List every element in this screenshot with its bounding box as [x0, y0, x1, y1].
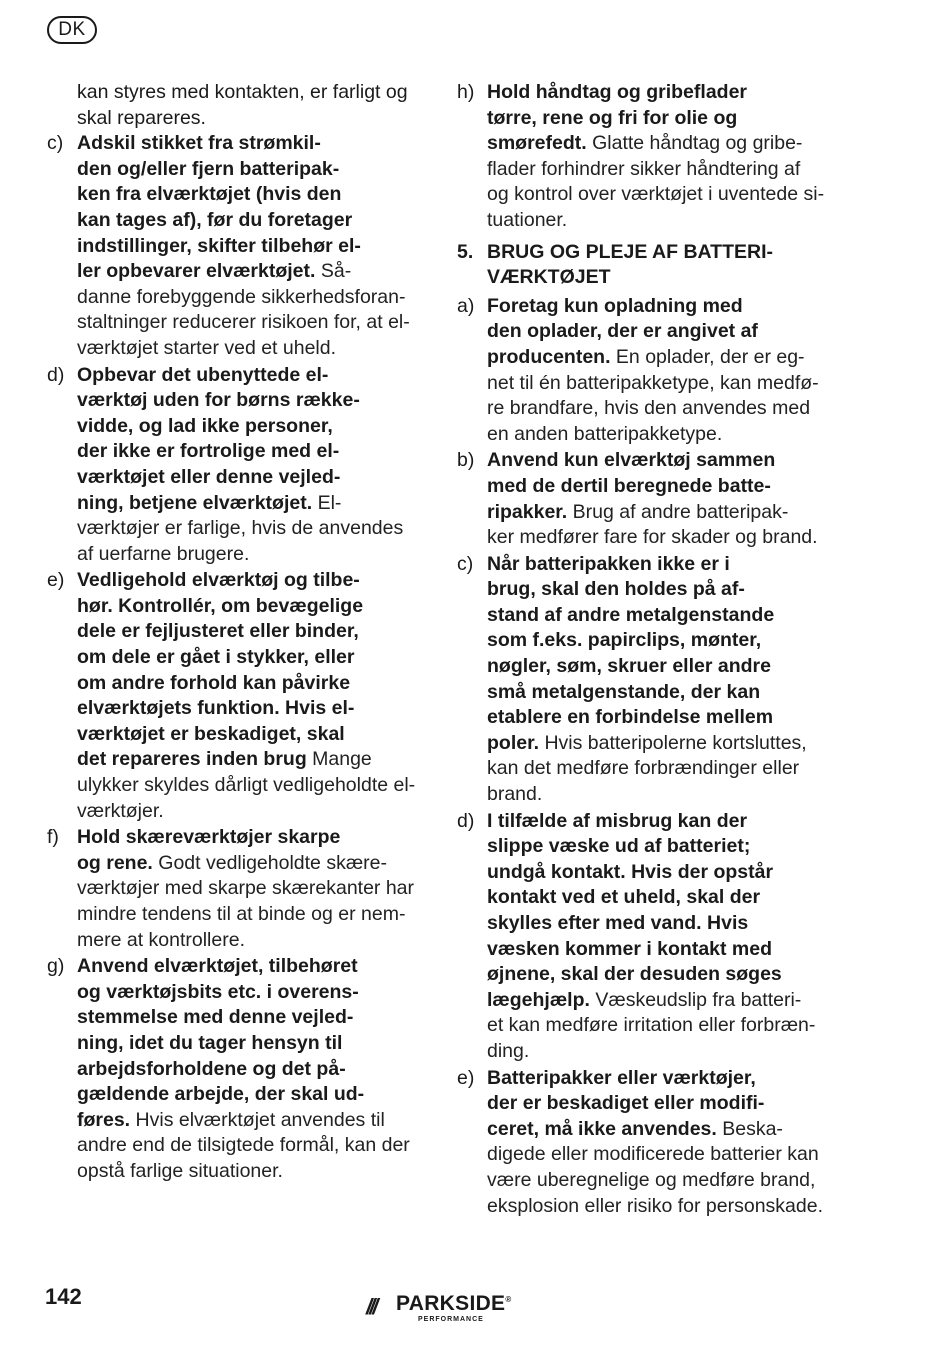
- section-title-line: BRUG OG PLEJE AF BATTERI-: [487, 240, 774, 263]
- list-item: [47, 131, 422, 361]
- regular-text: Godt vedligeholdte skære-: [158, 851, 387, 874]
- text-line: [77, 980, 422, 1006]
- item-label: e): [47, 569, 65, 592]
- regular-text: Væskeudslip fra batteri-: [595, 988, 802, 1011]
- regular-text: brand.: [487, 783, 543, 806]
- text-line: [77, 825, 422, 851]
- text-line: [77, 645, 422, 671]
- bold-text: Foretag kun opladning med: [487, 294, 743, 317]
- item-body: [77, 568, 422, 824]
- item-label: a): [457, 294, 475, 317]
- bold-text: Anvend elværktøjet, tilbehøret: [77, 955, 358, 978]
- text-line: [77, 773, 422, 799]
- bold-text: poler.: [487, 731, 545, 754]
- text-line: [487, 885, 833, 911]
- regular-text: Brug af andre batteripak-: [572, 500, 789, 523]
- text-line: [487, 782, 833, 808]
- text-line: [487, 962, 833, 988]
- text-line: [487, 371, 833, 397]
- text-line: [77, 1108, 422, 1134]
- bold-text: undgå kontakt. Hvis der opstår: [487, 860, 774, 883]
- regular-text: mere at kontrollere.: [77, 928, 245, 951]
- regular-text: danne forebyggende sikkerhedsforan-: [77, 285, 406, 308]
- text-line: [77, 902, 422, 928]
- text-line: [487, 131, 833, 157]
- list-item: [457, 552, 833, 808]
- section-number: 5.: [457, 240, 474, 263]
- text-line: [77, 954, 422, 980]
- item-label: d): [457, 809, 475, 832]
- text-line: [77, 851, 422, 877]
- text-line: [77, 465, 422, 491]
- bold-text: det repareres inden brug: [77, 748, 313, 771]
- text-line: [77, 799, 422, 825]
- bold-text: væsken kommer i kontakt med: [487, 937, 773, 960]
- text-line: [77, 182, 422, 208]
- bold-text: brug, skal den holdes på af-: [487, 578, 745, 601]
- text-line: [77, 619, 422, 645]
- bold-text: lægehjælp.: [487, 988, 596, 1011]
- text-line: [77, 1031, 422, 1057]
- section-heading: [457, 240, 833, 291]
- regular-text: værktøjer.: [77, 799, 164, 822]
- text-line: [487, 80, 833, 106]
- item-label: e): [457, 1066, 475, 1089]
- bold-text: ripakker.: [487, 500, 573, 523]
- bold-text: ler opbevarer elværktøjet.: [77, 260, 321, 283]
- bold-text: små metalgenstande, der kan: [487, 680, 761, 703]
- item-body: [77, 954, 422, 1184]
- text-line: [77, 491, 422, 517]
- item-body: [487, 294, 833, 448]
- text-line: [77, 696, 422, 722]
- regular-text: eksplosion eller risiko for personskade.: [487, 1194, 823, 1217]
- text-line: [77, 259, 422, 285]
- regular-text: flader forhindrer sikker håndtering af: [487, 157, 801, 180]
- text-line: [487, 294, 833, 320]
- bold-text: smørefedt.: [487, 132, 593, 155]
- text-line: [487, 208, 833, 234]
- regular-text: net til én batteripakketype, kan medfø-: [487, 371, 819, 394]
- bold-text: kan tages af), før du foretager: [77, 208, 353, 231]
- bold-text: dele er fejljusteret eller binder,: [77, 620, 359, 643]
- bold-text: Adskil stikket fra strømkil-: [77, 132, 321, 155]
- item-body: [77, 825, 422, 953]
- bold-text: Anvend kun elværktøj sammen: [487, 449, 776, 472]
- text-line: [77, 928, 422, 954]
- bold-text: Hold skæreværktøjer skarpe: [77, 826, 341, 849]
- bold-text: indstillinger, skifter tilbehør el-: [77, 234, 361, 257]
- bold-text: slippe væske ud af batteriet;: [487, 835, 751, 858]
- text-line: [487, 1168, 833, 1194]
- text-line: [487, 1039, 833, 1065]
- item-label: f): [47, 826, 59, 849]
- regular-text: El-: [317, 491, 342, 514]
- bold-text: ning, idet du tager hensyn til: [77, 1031, 343, 1054]
- bold-text: som f.eks. papirclips, mønter,: [487, 629, 762, 652]
- regular-text: En oplader, der er eg-: [615, 345, 805, 368]
- text-line: [487, 552, 833, 578]
- text-line: [77, 157, 422, 183]
- text-line: [487, 603, 833, 629]
- regular-text: opstå farlige situationer.: [77, 1159, 283, 1182]
- text-line: [77, 1057, 422, 1083]
- text-line: [77, 285, 422, 311]
- text-line: [487, 500, 833, 526]
- regular-text: et kan medføre irritation eller forbræn-: [487, 1014, 816, 1037]
- text-line: [77, 439, 422, 465]
- bold-text: stand af andre metalgenstande: [487, 603, 775, 626]
- list-item: [457, 1066, 833, 1220]
- page-number: 142: [45, 1284, 82, 1309]
- regular-text: andre end de tilsigtede formål, kan der: [77, 1134, 410, 1157]
- item-body: [487, 809, 833, 1065]
- text-line: [487, 345, 833, 371]
- regular-text: kan det medføre forbrændinger eller: [487, 757, 800, 780]
- text-line: [77, 208, 422, 234]
- bold-text: Opbevar det ubenyttede el-: [77, 363, 329, 386]
- regular-text: ker medfører fare for skader og brand.: [487, 526, 818, 549]
- logo-brand-text: PARKSIDE: [396, 1292, 506, 1315]
- text-line: [77, 594, 422, 620]
- bold-text: ken fra elværktøjet (hvis den: [77, 183, 342, 206]
- bold-text: og rene.: [77, 851, 159, 874]
- regular-text: re brandfare, hvis den anvendes med: [487, 397, 811, 420]
- text-line: [487, 628, 833, 654]
- regular-text: og kontrol over værktøjet i uventede si-: [487, 183, 825, 206]
- text-line: [77, 516, 422, 542]
- text-line: skal repareres.: [77, 106, 206, 129]
- text-line: [487, 1142, 833, 1168]
- list-item: [457, 294, 833, 448]
- text-line: [487, 448, 833, 474]
- section-title-line: VÆRKTØJET: [487, 266, 611, 289]
- text-line: [77, 388, 422, 414]
- text-line: [487, 474, 833, 500]
- text-line: [487, 1091, 833, 1117]
- bold-text: Batteripakker eller værktøjer,: [487, 1066, 756, 1089]
- text-line: [77, 1005, 422, 1031]
- regular-text: Mange: [312, 748, 372, 771]
- text-line: [487, 182, 833, 208]
- bold-text: Vedligehold elværktøj og tilbe-: [77, 569, 360, 592]
- regular-text: en anden batteripakketype.: [487, 422, 723, 445]
- text-line: [77, 234, 422, 260]
- text-line: [77, 1082, 422, 1108]
- text-line: [487, 654, 833, 680]
- item-body: [77, 363, 422, 568]
- text-line: [487, 1066, 833, 1092]
- bold-text: I tilfælde af misbrug kan der: [487, 809, 748, 832]
- bold-text: værktøjet eller denne vejled-: [77, 465, 341, 488]
- bold-text: den oplader, der er angivet af: [487, 320, 758, 343]
- logo-brand: [396, 1292, 512, 1316]
- text-line: [487, 525, 833, 551]
- text-line: [487, 157, 833, 183]
- text-line: [487, 756, 833, 782]
- text-line: [487, 319, 833, 345]
- list-item: [47, 568, 422, 824]
- text-line: [487, 396, 833, 422]
- regular-text: staltninger reducerer risikoen for, at el-: [77, 311, 410, 334]
- item-label: d): [47, 363, 65, 386]
- bold-text: værktøjet er beskadiget, skal: [77, 722, 345, 745]
- left-item-list: [47, 131, 422, 1184]
- text-line: [77, 336, 422, 362]
- list-item: [457, 80, 833, 234]
- item-label: c): [47, 132, 64, 155]
- regular-text: Så-: [320, 260, 352, 283]
- text-line: [487, 680, 833, 706]
- regular-text: mindre tendens til at binde og er nem-: [77, 903, 406, 925]
- bold-text: med de dertil beregnede batte-: [487, 474, 771, 497]
- text-line: [487, 860, 833, 886]
- bold-text: vidde, og lad ikke personer,: [77, 414, 333, 437]
- bold-text: ning, betjene elværktøjet.: [77, 491, 318, 514]
- text-line: [487, 731, 833, 757]
- bold-text: stemmelse med denne vejled-: [77, 1006, 354, 1029]
- text-line: [487, 937, 833, 963]
- list-item: [47, 825, 422, 953]
- logo-registered: ®: [505, 1295, 512, 1304]
- regular-text: tuationer.: [487, 208, 568, 231]
- regular-text: af uerfarne brugere.: [77, 542, 250, 565]
- parkside-logo: [366, 1292, 526, 1326]
- regular-text: Hvis batteripolerne kortsluttes,: [544, 731, 807, 754]
- list-item: [457, 809, 833, 1065]
- bold-text: tørre, rene og fri for olie og: [487, 106, 738, 129]
- text-line: [77, 310, 422, 336]
- bold-text: føres.: [77, 1108, 136, 1131]
- item-label: b): [457, 449, 475, 472]
- text-line: [77, 568, 422, 594]
- left-column: [47, 80, 422, 1186]
- bold-text: Hold håndtag og gribeflader: [487, 81, 748, 103]
- bold-text: om dele er gået i stykker, eller: [77, 646, 355, 669]
- text-line: [77, 747, 422, 773]
- bold-text: hør. Kontrollér, om bevægelige: [77, 594, 364, 617]
- bold-text: Når batteripakken ikke er i: [487, 552, 730, 575]
- item-label: h): [457, 81, 475, 103]
- item-body: [487, 448, 833, 550]
- bold-text: skylles efter med vand. Hvis: [487, 912, 749, 934]
- text-line: [77, 1159, 422, 1185]
- text-line: [487, 705, 833, 731]
- regular-text: ding.: [487, 1039, 530, 1062]
- bold-text: den og/eller fjern batteripak-: [77, 157, 340, 180]
- bold-text: om andre forhold kan påvirke: [77, 671, 351, 694]
- list-item: [47, 954, 422, 1184]
- list-item: [47, 363, 422, 568]
- bold-text: der er beskadiget eller modifi-: [487, 1092, 765, 1115]
- text-line: [77, 131, 422, 157]
- regular-text: Hvis elværktøjet anvendes til: [135, 1108, 385, 1131]
- text-line: [487, 1194, 833, 1220]
- bold-text: gældende arbejde, der skal ud-: [77, 1083, 365, 1106]
- bold-text: etablere en forbindelse mellem: [487, 706, 774, 729]
- text-line: [77, 876, 422, 902]
- bold-text: nøgler, søm, skruer eller andre: [487, 655, 771, 678]
- text-line: [77, 671, 422, 697]
- text-line: kan styres med kontakten, er farligt og: [77, 81, 408, 103]
- text-line: [77, 363, 422, 389]
- text-line: [487, 577, 833, 603]
- text-line: [77, 542, 422, 568]
- item-label: g): [47, 955, 65, 978]
- text-line: [487, 809, 833, 835]
- text-line: [487, 834, 833, 860]
- logo-slashes: ///: [366, 1294, 376, 1319]
- regular-text: Beska-: [722, 1117, 783, 1140]
- text-line: [77, 1133, 422, 1159]
- bold-text: arbejdsforholdene og det på-: [77, 1057, 346, 1080]
- item-body: [487, 1066, 833, 1220]
- bold-text: elværktøjets funktion. Hvis el-: [77, 697, 355, 720]
- item-body: [487, 80, 833, 234]
- item-label: c): [457, 552, 474, 575]
- text-line: [77, 722, 422, 748]
- text-line: [487, 106, 833, 132]
- text-line: [487, 1117, 833, 1143]
- right-item-list-top: [457, 80, 833, 234]
- text-line: [487, 988, 833, 1014]
- regular-text: være uberegnelige og medføre brand,: [487, 1168, 816, 1191]
- item-body: [487, 552, 833, 808]
- bold-text: ceret, må ikke anvendes.: [487, 1117, 723, 1140]
- regular-text: digede eller modificerede batterier kan: [487, 1143, 819, 1166]
- list-item: [457, 448, 833, 550]
- bold-text: kontakt ved et uheld, skal der: [487, 886, 761, 909]
- right-column: [457, 80, 833, 1220]
- regular-text: værktøjer er farlige, hvis de anvendes: [77, 517, 404, 540]
- text-line: [487, 422, 833, 448]
- regular-text: værktøjet starter ved et uheld.: [77, 336, 337, 359]
- right-item-list: [457, 294, 833, 1219]
- bold-text: der ikke er fortrolige med el-: [77, 440, 340, 463]
- logo-sub: PERFORMANCE: [418, 1316, 484, 1323]
- language-badge: DK: [47, 16, 97, 44]
- text-line: [77, 414, 422, 440]
- regular-text: Glatte håndtag og gribe-: [592, 132, 803, 155]
- regular-text: værktøjer med skarpe skærekanter har: [77, 877, 415, 900]
- item-body: [77, 131, 422, 361]
- regular-text: ulykker skyldes dårligt vedligeholdte el-: [77, 774, 416, 797]
- bold-text: producenten.: [487, 345, 616, 368]
- continued-text: [47, 80, 422, 131]
- text-line: [487, 911, 833, 937]
- bold-text: øjnene, skal der desuden søges: [487, 963, 782, 986]
- text-line: [487, 1013, 833, 1039]
- bold-text: og værktøjsbits etc. i overens-: [77, 980, 359, 1003]
- bold-text: værktøj uden for børns række-: [77, 389, 360, 412]
